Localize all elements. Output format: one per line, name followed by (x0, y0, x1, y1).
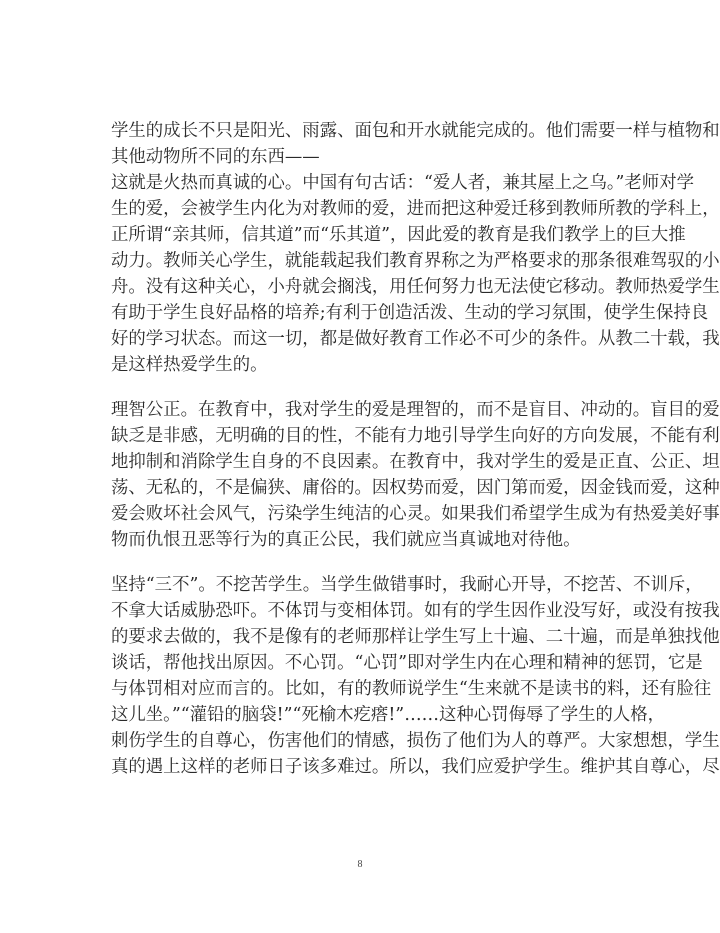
text-line: 动力。教师关心学生，就能载起我们教育界称之为严格要求的那条很难驾驭的小 (111, 251, 720, 271)
text-line: 物而仇恨丑恶等行为的真正公民，我们就应当真诚地对待他。 (111, 530, 581, 550)
paragraph-2 (111, 397, 720, 553)
text-line: 的要求去做的，我不是像有的老师那样让学生写上十遍、二十遍，而是单独找他 (111, 627, 720, 647)
text-line: 爱会败坏社会风气，污染学生纯洁的心灵。如果我们希望学生成为有热爱美好事 (111, 504, 720, 524)
body-text (111, 118, 720, 780)
paragraph-3 (111, 572, 720, 780)
text-line: 谈话，帮他找出原因。不心罚。“心罚”即对学生内在心理和精神的惩罚，它是 (111, 653, 703, 673)
paragraph-1 (111, 118, 720, 378)
text-line: 坚持“三不”。不挖苦学生。当学生做错事时，我耐心开导，不挖苦、不训斥， (111, 575, 703, 595)
text-line: 这就是火热而真诚的心。中国有句古话：“爱人者，兼其屋上之乌。”老师对学 (111, 173, 694, 193)
text-line: 是这样热爱学生的。 (111, 355, 268, 375)
text-line: 缺乏是非感，无明确的目的性，不能有力地引导学生向好的方向发展，不能有利 (111, 426, 720, 446)
text-line: 与体罚相对应而言的。比如，有的教师说学生“生来就不是读书的料，还有脸往 (111, 679, 712, 699)
paragraph-gap (111, 553, 611, 572)
paragraph-gap (111, 378, 611, 397)
text-line: 舟。没有这种关心，小舟就会搁浅，用任何努力也无法使它移动。教师热爱学生 (111, 277, 720, 297)
text-line: 生的爱，会被学生内化为对教师的爱，进而把这种爱迁移到教师所教的学科上， (111, 199, 720, 219)
text-line: 其他动物所不同的东西—— (111, 147, 320, 167)
text-line: 这儿坐。”“灌铅的脑袋!”“死榆木疙瘩!”……这种心罚侮辱了学生的人格， (111, 705, 666, 725)
text-line: 荡、无私的，不是偏狭、庸俗的。因权势而爱，因门第而爱，因金钱而爱，这种 (111, 478, 720, 498)
text-line: 真的遇上这样的老师日子该多难过。所以，我们应爱护学生。维护其自尊心，尽 (111, 757, 720, 777)
page-number: 8 (357, 859, 363, 870)
text-line: 刺伤学生的自尊心，伤害他们的情感，损伤了他们为人的尊严。大家想想，学生 (111, 731, 720, 751)
text-line: 理智公正。在教育中，我对学生的爱是理智的，而不是盲目、冲动的。盲目的爱 (111, 400, 720, 420)
text-line: 有助于学生良好品格的培养;有利于创造活泼、生动的学习氛围，使学生保持良 (111, 303, 709, 323)
text-line: 好的学习状态。而这一切，都是做好教育工作必不可少的条件。从教二十载，我 (111, 329, 720, 349)
text-line: 不拿大话威胁恐吓。不体罚与变相体罚。如有的学生因作业没写好，或没有按我 (111, 601, 720, 621)
text-line: 地抑制和消除学生自身的不良因素。在教育中，我对学生的爱是正直、公正、坦 (111, 452, 720, 472)
text-line: 正所谓“亲其师，信其道”而“乐其道”，因此爱的教育是我们教学上的巨大推 (111, 225, 686, 245)
text-line: 学生的成长不只是阳光、雨露、面包和开水就能完成的。他们需要一样与植物和 (111, 121, 720, 141)
